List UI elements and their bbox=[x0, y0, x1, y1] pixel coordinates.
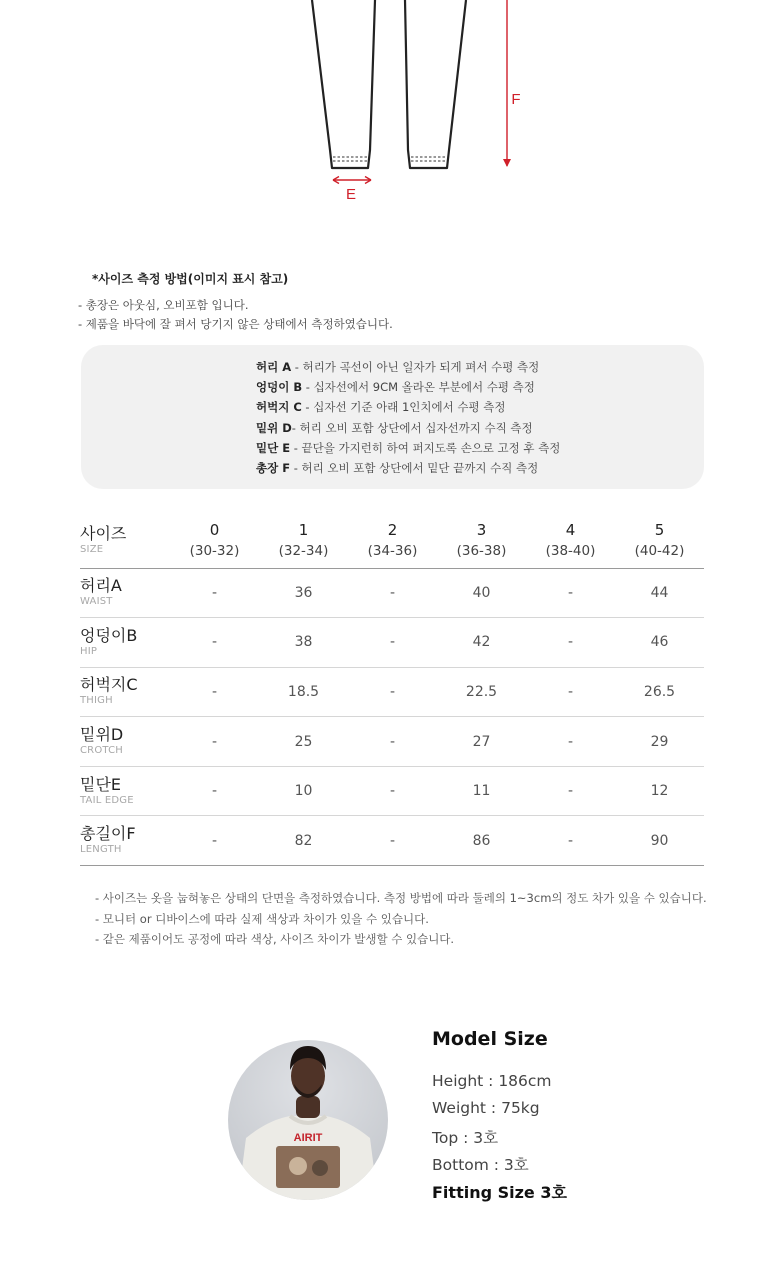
row-label bbox=[80, 816, 170, 866]
length-label: F bbox=[511, 91, 521, 108]
table-row-waist bbox=[80, 568, 704, 618]
table-cell: 27 bbox=[437, 717, 526, 767]
guide-item-length bbox=[256, 458, 560, 478]
table-cell: - bbox=[170, 766, 259, 816]
row-label bbox=[80, 568, 170, 618]
row-label-en: LENGTH bbox=[80, 844, 122, 856]
row-label-kr: 밑위D bbox=[80, 725, 124, 745]
size-range: (36-38) bbox=[456, 543, 507, 560]
row-label-kr: 엉덩이B bbox=[80, 625, 138, 645]
table-cell: - bbox=[348, 568, 437, 618]
left-leg-outline bbox=[312, 0, 375, 168]
table-cell: 40 bbox=[437, 568, 526, 618]
size-label-en: SIZE bbox=[80, 543, 104, 555]
table-cell: - bbox=[170, 618, 259, 668]
model-fitting-size: Fitting Size 3호 bbox=[432, 1183, 567, 1202]
row-label-kr: 허벅지C bbox=[80, 675, 138, 695]
guide-desc: - 끝단을 가지런히 하여 퍼지도록 손으로 고정 후 측정 bbox=[290, 440, 561, 455]
measurement-guide-list bbox=[256, 357, 560, 478]
table-cell: - bbox=[170, 667, 259, 717]
measurement-method-title: *사이즈 측정 방법(이미지 표시 참고) bbox=[92, 272, 289, 286]
size-column-3 bbox=[437, 513, 526, 568]
table-cell: - bbox=[348, 816, 437, 866]
table-cell: - bbox=[170, 717, 259, 767]
table-cell: 26.5 bbox=[615, 667, 704, 717]
guide-desc: - 허리가 곡선이 아닌 일자가 되게 펴서 수평 측정 bbox=[291, 360, 540, 374]
table-cell: 90 bbox=[615, 816, 704, 866]
table-cell: 25 bbox=[259, 717, 348, 767]
row-label bbox=[80, 717, 170, 767]
table-cell: 18.5 bbox=[259, 667, 348, 717]
table-row-length bbox=[80, 816, 704, 866]
shirt-logo: AIRIT bbox=[293, 1132, 323, 1144]
table-cell: 29 bbox=[615, 717, 704, 767]
method-note: - 제품을 바닥에 잘 펴서 당기지 않은 상태에서 측정하였습니다. bbox=[78, 317, 393, 331]
model-weight: Weight : 75kg bbox=[432, 1099, 540, 1117]
size-range: (40-42) bbox=[634, 543, 685, 560]
model-top-size: Top : 3호 bbox=[432, 1129, 499, 1147]
shirt-graphic bbox=[276, 1146, 340, 1188]
right-leg-outline bbox=[405, 0, 466, 168]
guide-item-crotch bbox=[256, 418, 560, 438]
table-cell: 86 bbox=[437, 816, 526, 866]
row-label-en: HIP bbox=[80, 645, 98, 657]
guide-term: 허벅지 C bbox=[256, 400, 302, 415]
table-cell: 10 bbox=[259, 766, 348, 816]
length-arrowhead bbox=[503, 159, 511, 167]
model-size-title: Model Size bbox=[432, 1028, 548, 1050]
size-number: 1 bbox=[298, 521, 309, 540]
guide-item-tail-edge bbox=[256, 438, 560, 458]
note-item: - 같은 제품이어도 공정에 따라 색상, 사이즈 차이가 발생할 수 있습니다. bbox=[95, 932, 455, 946]
row-label bbox=[80, 618, 170, 668]
note-item: - 모니터 or 디바이스에 따라 실제 색상과 차이가 있을 수 있습니다. bbox=[95, 911, 429, 926]
guide-term: 허리 A bbox=[256, 360, 292, 374]
size-number: 2 bbox=[387, 521, 398, 540]
guide-desc: - 허리 오비 포함 상단에서 밑단 끝까지 수직 측정 bbox=[290, 461, 539, 476]
pants-measurement-diagram bbox=[0, 0, 780, 230]
guide-term: 엉덩이 B bbox=[256, 380, 303, 395]
row-label-en: THIGH bbox=[80, 695, 113, 707]
table-cell: - bbox=[348, 618, 437, 668]
row-label bbox=[80, 766, 170, 816]
table-cell: - bbox=[170, 816, 259, 866]
table-cell: - bbox=[526, 717, 615, 767]
model-height: Height : 186cm bbox=[432, 1072, 552, 1090]
table-cell: 38 bbox=[259, 618, 348, 668]
table-cell: - bbox=[526, 568, 615, 618]
size-range: (38-40) bbox=[545, 543, 596, 560]
table-cell: - bbox=[526, 816, 615, 866]
guide-term: 밑위 D bbox=[256, 420, 292, 435]
model-illustration bbox=[228, 1040, 388, 1200]
table-cell: 82 bbox=[259, 816, 348, 866]
size-header-label bbox=[80, 513, 170, 568]
row-label-kr: 총길이F bbox=[80, 824, 136, 844]
guide-item-hip bbox=[256, 377, 560, 397]
size-column-0 bbox=[170, 513, 259, 568]
shirt-graphic-detail bbox=[289, 1157, 307, 1175]
model-neck bbox=[296, 1096, 320, 1118]
table-row-crotch bbox=[80, 717, 704, 767]
model-bottom-size: Bottom : 3호 bbox=[432, 1156, 529, 1174]
size-column-5 bbox=[615, 513, 704, 568]
table-cell: - bbox=[348, 766, 437, 816]
row-label bbox=[80, 667, 170, 717]
table-cell: 44 bbox=[615, 568, 704, 618]
size-range: (32-34) bbox=[278, 543, 329, 560]
guide-desc: - 십자선에서 9CM 올라온 부분에서 수평 측정 bbox=[302, 380, 535, 395]
table-cell: 36 bbox=[259, 568, 348, 618]
size-notes bbox=[95, 888, 707, 950]
size-number: 3 bbox=[476, 521, 487, 540]
size-header-row bbox=[80, 513, 704, 568]
guide-item-thigh bbox=[256, 397, 560, 417]
note-item: - 사이즈는 옷을 눕혀놓은 상태의 단면을 측정하였습니다. 측정 방법에 따라 둘레의 1~3cm의 정도 차가 있을 수 있습니다. bbox=[95, 891, 707, 905]
table-cell: - bbox=[348, 717, 437, 767]
guide-term: 총장 F bbox=[256, 461, 291, 476]
table-cell: 42 bbox=[437, 618, 526, 668]
table-cell: - bbox=[526, 618, 615, 668]
size-column-4 bbox=[526, 513, 615, 568]
size-number: 5 bbox=[654, 521, 665, 540]
table-row-thigh bbox=[80, 667, 704, 717]
shirt-graphic-detail bbox=[312, 1160, 328, 1176]
row-label-en: TAIL EDGE bbox=[80, 794, 134, 806]
measurement-guide-box bbox=[81, 345, 704, 489]
guide-desc: - 허리 오비 포함 상단에서 십자선까지 수직 측정 bbox=[291, 420, 533, 435]
size-column-2 bbox=[348, 513, 437, 568]
row-label-kr: 허리A bbox=[80, 576, 122, 596]
size-range: (30-32) bbox=[189, 543, 240, 560]
size-number: 0 bbox=[209, 521, 220, 540]
row-label-en: CROTCH bbox=[80, 745, 124, 757]
hem-width-label: E bbox=[345, 186, 357, 203]
table-cell: - bbox=[170, 568, 259, 618]
table-row-tail-edge bbox=[80, 766, 704, 816]
table-cell: 11 bbox=[437, 766, 526, 816]
table-cell: 22.5 bbox=[437, 667, 526, 717]
size-table bbox=[80, 513, 704, 866]
method-note: - 총장은 아웃심, 오비포함 입니다. bbox=[78, 298, 249, 312]
guide-item-waist bbox=[256, 357, 560, 377]
table-cell: 12 bbox=[615, 766, 704, 816]
table-cell: - bbox=[348, 667, 437, 717]
table-cell: - bbox=[526, 766, 615, 816]
table-cell: - bbox=[526, 667, 615, 717]
table-cell: 46 bbox=[615, 618, 704, 668]
size-label-kr: 사이즈 bbox=[80, 523, 127, 543]
size-range: (34-36) bbox=[367, 543, 418, 560]
guide-desc: - 십자선 기준 아래 1인치에서 수평 측정 bbox=[301, 400, 506, 415]
size-column-1 bbox=[259, 513, 348, 568]
size-number: 4 bbox=[565, 521, 576, 540]
row-label-en: WAIST bbox=[80, 596, 113, 608]
guide-term: 밑단 E bbox=[256, 440, 291, 455]
row-label-kr: 밑단E bbox=[80, 774, 122, 794]
table-row-hip bbox=[80, 618, 704, 668]
model-photo bbox=[228, 1040, 388, 1200]
